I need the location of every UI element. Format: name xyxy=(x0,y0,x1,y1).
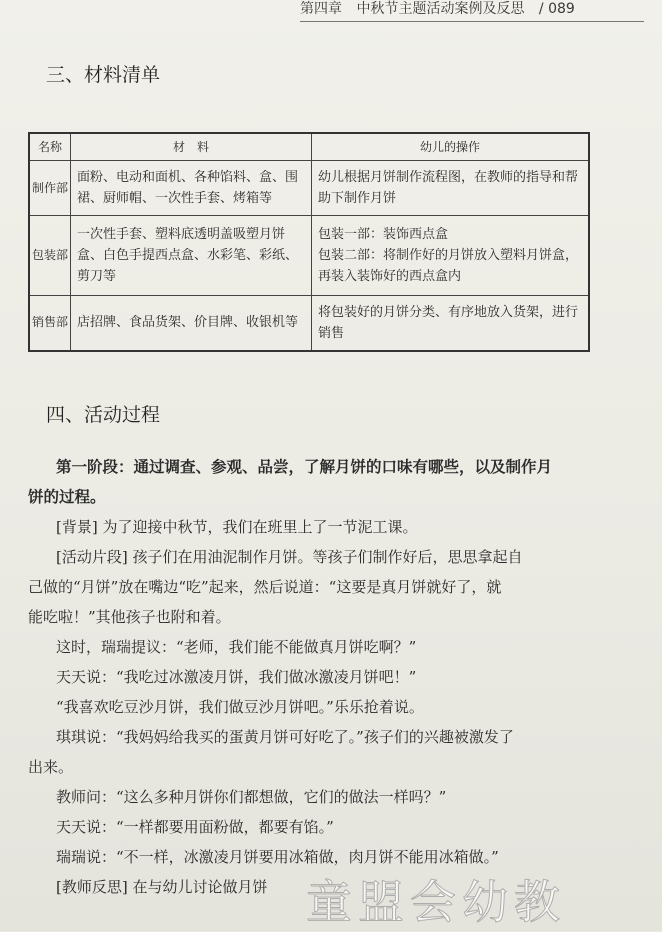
body-line: [背景] 为了迎接中秋节，我们在班里上了一节泥工课。 xyxy=(56,518,418,536)
body-line: 能吃啦！”其他孩子也附和着。 xyxy=(28,608,231,626)
body-line: 己做的“月饼”放在嘴边“吃”起来，然后说道：“这要是真月饼就好了，就 xyxy=(28,578,502,596)
table-row xyxy=(29,295,589,351)
chapter-title: 中秋节主题活动案例及反思 xyxy=(356,1,525,17)
chapter-label: 第四章 xyxy=(300,1,342,17)
table-cell-materials: 店招牌、食品货架、价目牌、收银机等 xyxy=(71,295,312,351)
table-cell-operation: 包装一部：装饰西点盒 包装二部：将制作好的月饼放入塑料月饼盒，再装入装饰好的西点盒内 xyxy=(312,216,590,296)
body-line: 琪琪说：“我妈妈给我买的蛋黄月饼可好吃了。”孩子们的兴趣被激发了 xyxy=(56,728,514,746)
table-cell-operation: 将包装好的月饼分类、有序地放入货架，进行销售 xyxy=(312,295,590,351)
table-cell-dept: 制作部 xyxy=(29,161,71,216)
table-cell-dept: 包装部 xyxy=(29,216,71,296)
table-cell-dept: 销售部 xyxy=(29,295,71,351)
body-line: 饼的过程。 xyxy=(28,488,106,506)
body-line: [教师反思] 在与幼儿讨论做月饼 xyxy=(56,878,268,896)
body-line: “我喜欢吃豆沙月饼，我们做豆沙月饼吧。”乐乐抢着说。 xyxy=(56,698,424,716)
body-text xyxy=(28,452,622,902)
section-title-process: 四、活动过程 xyxy=(46,404,161,426)
table-header-name: 名称 xyxy=(29,133,71,161)
body-line: 这时，瑞瑞提议：“老师，我们能不能做真月饼吃啊？” xyxy=(56,638,417,656)
table-header-operation: 幼儿的操作 xyxy=(312,133,590,161)
table-cell-materials: 面粉、电动和面机、各种馅料、盒、围裙、厨师帽、一次性手套、烤箱等 xyxy=(71,161,312,216)
body-line: 天天说：“一样都要用面粉做，都要有馅。” xyxy=(56,818,334,836)
table-cell-operation: 幼儿根据月饼制作流程图，在教师的指导和帮助下制作月饼 xyxy=(312,161,590,216)
body-line: 出来。 xyxy=(28,758,74,776)
materials-table xyxy=(28,132,590,352)
table-cell-materials: 一次性手套、塑料底透明盖吸塑月饼盒、白色手提西点盒、水彩笔、彩纸、剪刀等 xyxy=(71,216,312,296)
watermark: 童盟会幼教 xyxy=(306,875,566,929)
table-row xyxy=(29,216,589,296)
section-title-materials: 三、材料清单 xyxy=(46,64,161,86)
body-line: 瑞瑞说：“不一样，冰激凌月饼要用冰箱做，肉月饼不能用冰箱做。” xyxy=(56,848,499,866)
body-line: 教师问：“这么多种月饼你们都想做，它们的做法一样吗？” xyxy=(56,788,447,806)
table-header-row xyxy=(29,133,589,161)
page-number: / 089 xyxy=(538,1,575,17)
running-head xyxy=(300,0,644,22)
body-line: 第一阶段：通过调查、参观、品尝，了解月饼的口味有哪些，以及制作月 xyxy=(56,458,553,476)
table-row xyxy=(29,161,589,216)
body-line: [活动片段] 孩子们在用油泥制作月饼。等孩子们制作好后，思思拿起自 xyxy=(56,548,523,566)
table-header-materials: 材 料 xyxy=(71,133,312,161)
body-line: 天天说：“我吃过冰激凌月饼，我们做冰激凌月饼吧！” xyxy=(56,668,417,686)
